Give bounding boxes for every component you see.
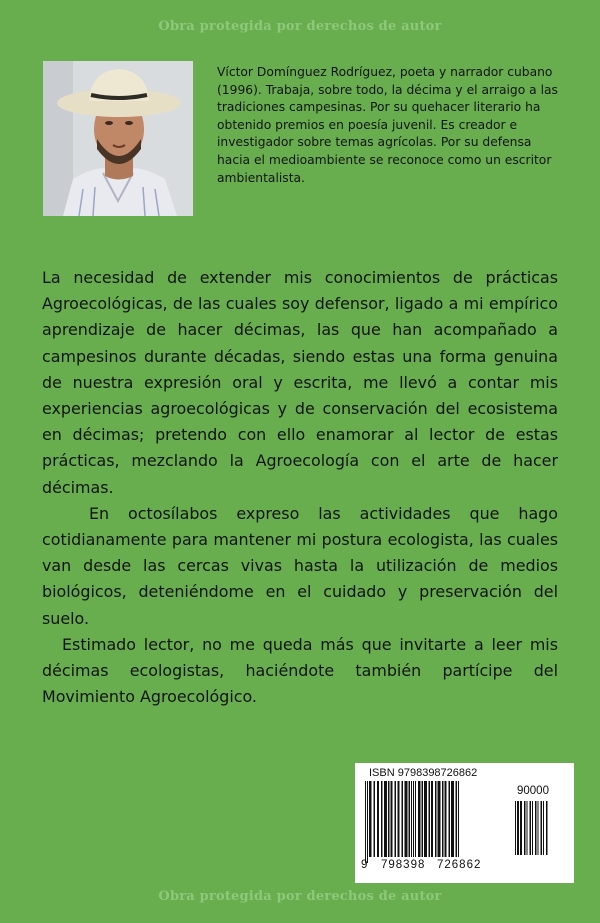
ean-barcode-bars xyxy=(365,781,507,865)
description-paragraph: Estimado lector, no me queda más que invitarte a leer mis décimas ecologistas, haciéndote también partícipe del Movimiento Agroecológico. xyxy=(42,634,558,707)
book-description xyxy=(42,265,558,710)
description-paragraph: En octosílabos expreso las actividades que hago cotidianamente para mantener mi postura ecologista, las cuales van desde las cercas vivas hasta la utilización de medios biológicos, deteniéndome en el cuidado y preservación del suelo. xyxy=(42,503,558,628)
author-bio: Víctor Domínguez Rodríguez, poeta y narrador cubano (1996). Trabaja, sobre todo, la décima y el arraigo a las tradiciones campesinas. Por su quehacer literario ha obtenido premios en poesía juvenil. Es creador e investigador sobre temas agrícolas. Por su defensa hacia el medioambiente se reconoce como un escritor ambientalista. xyxy=(217,65,558,185)
addon-barcode-bars xyxy=(515,801,565,857)
ean-first-digit: 9 xyxy=(361,859,368,871)
copyright-watermark-bottom: Obra protegida por derechos de autor xyxy=(158,889,442,904)
description-paragraph: La necesidad de extender mis conocimientos de prácticas Agroecológicas, de las cuales soy defensor, ligado a mi empírico aprendizaje de hacer décimas, las que han acompañado a campesinos durante décadas, siendo estas una forma genuina de nuestra expresión oral y escrita, me llevó a contar mis experiencias agroecológicas y de conservación del ecosistema en décimas; pretendo con ello enamorar al lector de estas prácticas, mezclando la Agroecología con el arte de hacer décimas. xyxy=(42,268,558,497)
isbn-barcode xyxy=(355,763,574,883)
ean-right-digits: 726862 xyxy=(437,859,482,871)
copyright-watermark-top: Obra protegida por derechos de autor xyxy=(158,19,442,34)
isbn-label: ISBN 9798398726862 xyxy=(369,767,478,779)
author-photo xyxy=(43,61,193,216)
ean-left-digits: 798398 xyxy=(381,859,426,871)
price-code: 90000 xyxy=(517,785,549,797)
